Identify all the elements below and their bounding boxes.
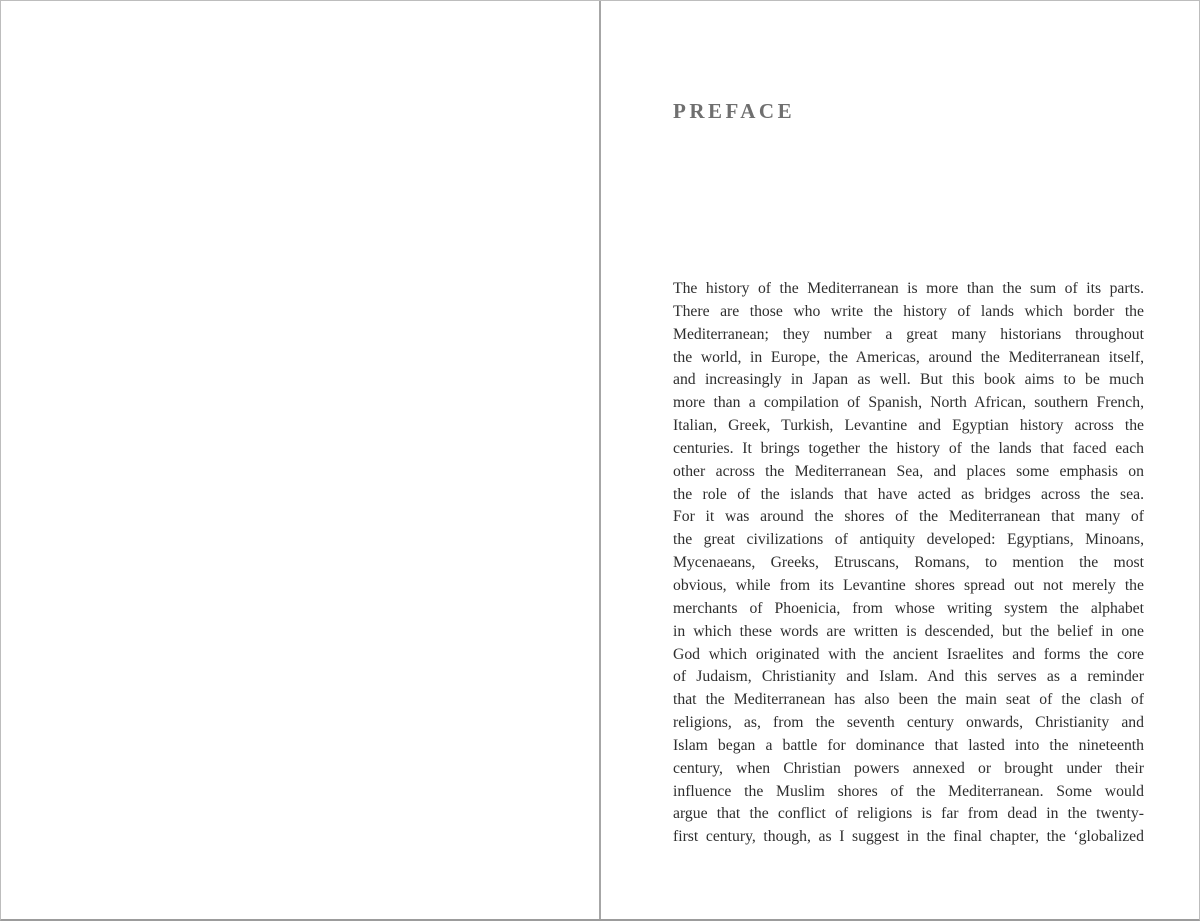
paragraph-line: God which originated with the ancient Israelites and forms the core xyxy=(673,645,1144,663)
paragraph-line: Mycenaeans, Greeks, Etruscans, Romans, to mention the most xyxy=(673,554,1144,572)
paragraph-line: more than a compilation of Spanish, North African, southern French, xyxy=(673,394,1144,412)
paragraph-line: of Judaism, Christianity and Islam. And this serves as a reminder xyxy=(673,668,1144,686)
paragraph-line: The history of the Mediterranean is more than the sum of its parts. xyxy=(673,280,1144,297)
paragraph-line: that the Mediterranean has also been the main seat of the clash of xyxy=(673,691,1144,709)
paragraph-line: and increasingly in Japan as well. But this book aims to be much xyxy=(673,371,1144,389)
paragraph-line: Islam began a battle for dominance that lasted into the nineteenth xyxy=(673,736,1144,754)
paragraph-line: centuries. It brings together the history of the lands that faced each xyxy=(673,439,1144,457)
paragraph-line: obvious, while from its Levantine shores spread out not merely the xyxy=(673,576,1144,594)
paragraph-line: the world, in Europe, the Americas, around the Mediterranean itself, xyxy=(673,348,1144,366)
paragraph-line: influence the Muslim shores of the Mediterranean. Some would xyxy=(673,782,1144,800)
paragraph-line: There are those who write the history of lands which border the xyxy=(673,302,1144,320)
paragraph-line: religions, as, from the seventh century onwards, Christianity and xyxy=(673,714,1144,732)
paragraph-line: merchants of Phoenicia, from whose writing system the alphabet xyxy=(673,599,1144,617)
paragraph-line: the great civilizations of antiquity developed: Egyptians, Minoans, xyxy=(673,531,1144,549)
preface-paragraph xyxy=(673,278,1144,849)
left-page-blank xyxy=(1,1,598,919)
paragraph-line: For it was around the shores of the Mediterranean that many of xyxy=(673,508,1144,526)
paragraph-line: first century, though, as I suggest in the final chapter, the ‘globalized xyxy=(673,828,1144,846)
preface-heading: PREFACE xyxy=(673,99,796,123)
right-page xyxy=(601,1,1199,919)
paragraph-line: Italian, Greek, Turkish, Levantine and Egyptian history across the xyxy=(673,417,1144,435)
paragraph-line: the role of the islands that have acted as bridges across the sea. xyxy=(673,485,1144,503)
paragraph-line: argue that the conflict of religions is far from dead in the twenty- xyxy=(673,805,1144,823)
paragraph-line: Mediterranean; they number a great many historians throughout xyxy=(673,325,1144,343)
paragraph-line: century, when Christian powers annexed or brought under their xyxy=(673,759,1144,777)
paragraph-line: in which these words are written is descended, but the belief in one xyxy=(673,622,1144,640)
paragraph-line: other across the Mediterranean Sea, and places some emphasis on xyxy=(673,462,1144,480)
